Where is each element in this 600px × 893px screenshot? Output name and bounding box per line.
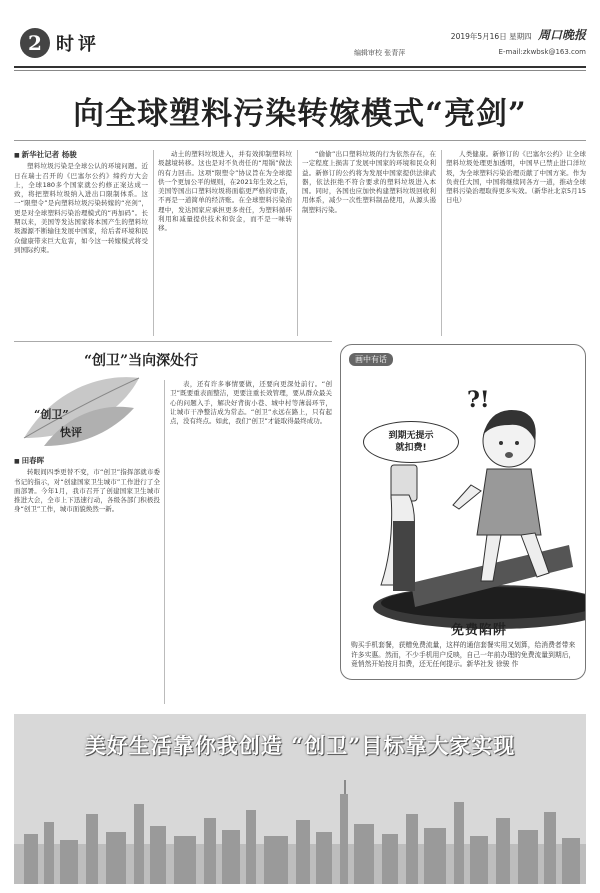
- article-byline: ■ 新华社记者 杨骏: [14, 150, 148, 160]
- feature-text: 表，还有许多事情要做，还要向更深处前行。“创卫”既要重表面整洁，更要注重长效管理，要从群众最关心的问题入手，解决好背街小巷、城中村等薄弱环节，让城市干净整洁成为常态。“创卫”永远在路上，只有起点，没有终点。如此，我们“创卫”才能取得最终成功。: [170, 380, 332, 426]
- paper-name: 周口晚报: [537, 28, 586, 42]
- cartoon-tag: 画中有话: [349, 353, 393, 366]
- cartoon-label: 免费陷阱: [451, 623, 508, 638]
- article-column-4: [446, 150, 586, 336]
- masthead: [14, 26, 586, 70]
- speech-bubble: [363, 421, 459, 463]
- feature-rule: [14, 341, 332, 342]
- editorial-cartoon: [340, 344, 586, 680]
- feature-byline: ■ 田春晖: [14, 456, 160, 466]
- article-text: 人类健康。新修订的《巴塞尔公约》让全球塑料垃圾处理更加透明，中国早已禁止进口洋垃圾，为全球塑料污染治理贡献了中国方案。作为负责任大国，中国将继续同各方一道，推动全球塑料污染治理取得更多实效。（新华社北京5月15日电）: [446, 150, 586, 205]
- feature-column-2: [170, 380, 332, 704]
- bubble-line-1: 到期无提示: [388, 431, 434, 441]
- article-text: 动土的塑料垃圾进入，并有效抑制塑料垃圾越境转移。这也是对不负责任的“甩锅”做法的有力回击。这项“限塑令”协议旨在为全球提供一个更加公平的规则，在2021年生效之后，美国等国出口塑料垃圾将面临更严格的审查，不再是一道简单的经济账。在全球塑料污染治理中，发达国家应承担更多责任，为塑料循环利用和减量提供技术和资金，而不是一味转移。: [158, 150, 292, 233]
- article-column-1: [14, 150, 148, 336]
- column-divider: [297, 150, 298, 336]
- column-divider: [164, 380, 165, 704]
- column-divider: [153, 150, 154, 336]
- issue-date: 2019年5月16日 星期四: [450, 32, 532, 41]
- article-text: 塑料垃圾污染是全球公认的环境问题。近日在瑞士召开的《巴塞尔公约》缔约方大会上，全球180多个国家就公约修正案达成一致，将把塑料垃圾纳入进出口限制体系。这一“限塑令”是向塑料垃圾污染转嫁的“亮剑”，更是对全球塑料污染治理模式的“再加码”。长期以来，美国等发达国家将本国产生的塑料垃圾源源不断输往发展中国家，给后者环境和民众健康带来巨大危害，如今这一转嫁模式将受到国际约束。: [14, 162, 148, 254]
- article-column-2: [158, 150, 292, 336]
- header-rule-thin: [14, 70, 586, 71]
- page-number-badge: 2: [20, 28, 50, 58]
- city-skyline: [14, 774, 586, 884]
- slogan-banner: [14, 714, 586, 884]
- feature-column-1: [14, 456, 160, 704]
- headline-rule: [14, 140, 586, 141]
- header-rule: [14, 66, 586, 68]
- main-headline: 向全球塑料污染转嫁模式“亮剑”: [73, 96, 527, 132]
- art-caption-line-2: 快评: [60, 426, 82, 439]
- editors-line: 编辑审校 张青萍: [354, 49, 406, 57]
- bubble-line-2: 就扣费!: [395, 443, 427, 453]
- feature-text: 转眼间四季更替不变，市“创卫”指挥部就市委书记的指示，对“创建国家卫生城市”工作进行了全面部署。今年1月，我市召开了创建国家卫生城市推进大会，全市上下迅速行动，各级各部门积极投身“创卫”工作，城市面貌焕然一新。: [14, 468, 160, 514]
- section-title: 时评: [56, 34, 100, 55]
- feature-headline: “创卫”当向深处行: [84, 353, 199, 369]
- art-caption-line-1: “创卫”: [34, 408, 69, 421]
- article-text: “偷偷”出口塑料垃圾的行为依然存在，在一定程度上损害了发展中国家的环境和民众利益。新修订的公约将为发展中国家提供法律武器，依法拒绝不符合要求的塑料垃圾进入本国。同时，各国也应加快构建塑料垃圾回收利用体系，减少一次性塑料制品使用，从源头遏制塑料污染。: [302, 150, 436, 214]
- banner-slogan: 美好生活靠你我创造 “创卫”目标靠大家实现: [84, 733, 516, 758]
- article-column-3: [302, 150, 436, 336]
- cartoon-caption: 购买手机套餐，获赠免费流量，这样的通信套餐实用又划算，给消费者带来许多实惠。然而，不少手机用户反映，自己一年前办理的免费流量到期后，竟悄然开始按月扣费，还无任何提示。新华社发 徐骏 作: [351, 641, 576, 668]
- email-line: E-mail:zkwbsk@163.com: [498, 48, 586, 56]
- issue-date-line: [451, 26, 586, 43]
- column-divider: [441, 150, 442, 336]
- svg-text:?!: ?!: [467, 387, 490, 413]
